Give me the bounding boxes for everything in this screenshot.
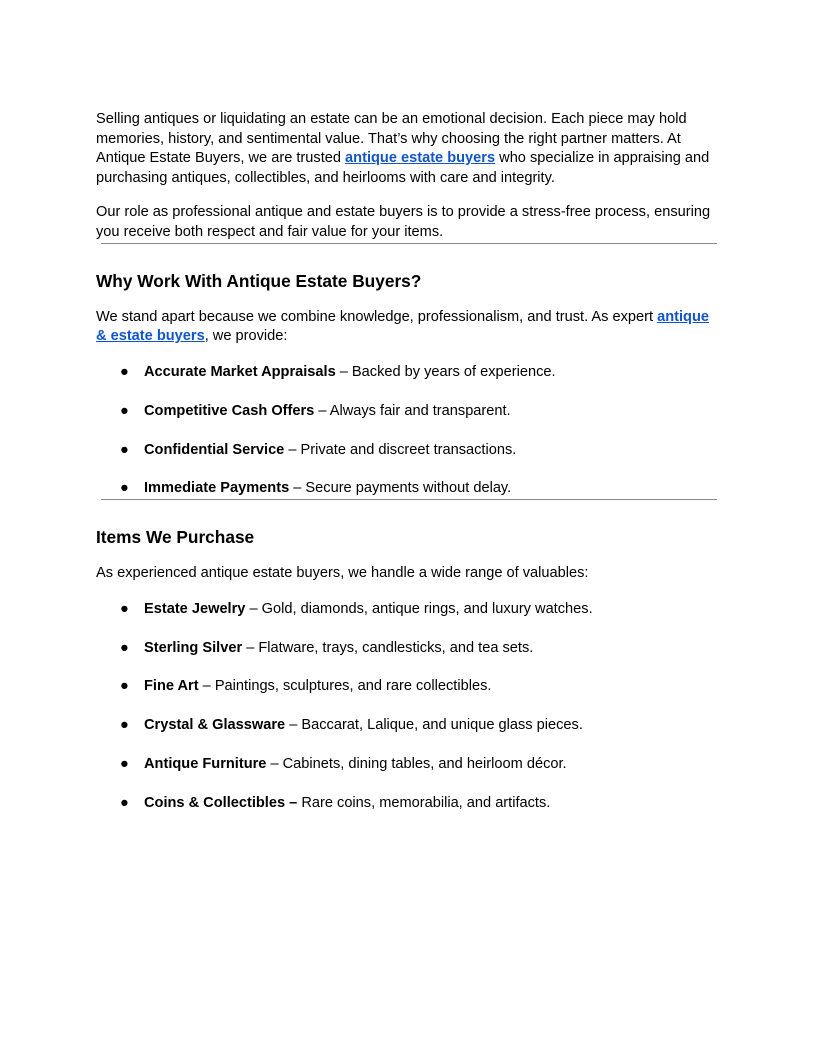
section-divider-1 xyxy=(101,243,717,244)
bullet-icon: ● xyxy=(120,480,129,497)
bullet-icon: ● xyxy=(120,678,129,695)
items-intro-paragraph: As experienced antique estate buyers, we handle a wide range of valuables: xyxy=(96,565,589,582)
why-text-before: We stand apart because we combine knowledge, professionalism, and trust. As expert xyxy=(96,308,658,325)
item-title: Accurate Market Appraisals xyxy=(144,363,336,380)
item-desc: – Secure payments without delay. xyxy=(289,480,512,497)
item-title: Immediate Payments xyxy=(144,480,290,497)
item-desc: – Always fair and transparent. xyxy=(314,402,511,419)
item-title: Sterling Silver xyxy=(144,639,243,656)
item-desc: – Paintings, sculptures, and rare collectibles. xyxy=(198,678,492,695)
why-intro-paragraph xyxy=(96,308,720,347)
list-item xyxy=(96,716,720,736)
list-item xyxy=(96,363,720,383)
section-divider-2 xyxy=(101,499,717,500)
item-title: Crystal & Glassware xyxy=(144,717,286,734)
item-title: Confidential Service xyxy=(144,441,285,458)
list-item xyxy=(96,677,720,697)
item-title: Fine Art xyxy=(144,678,199,695)
list-item xyxy=(96,479,720,499)
antique-estate-buyers-link[interactable]: antique estate buyers xyxy=(345,150,496,167)
bullet-icon: ● xyxy=(120,717,129,734)
intro-text-before: Selling antiques or liquidating an estate can be an emotional decision. Each piece may hold memories, history, and sentimental value. That’s why choosing the right partner matters. At Antique Estate Buyers, we are trusted xyxy=(96,111,687,167)
document-content xyxy=(96,110,720,814)
list-item xyxy=(96,794,720,814)
item-desc: – Flatware, trays, candlesticks, and tea sets. xyxy=(242,639,534,656)
list-item xyxy=(96,402,720,422)
item-desc: – Backed by years of experience. xyxy=(335,363,556,380)
item-title: Coins & Collectibles – xyxy=(144,795,298,812)
items-purchased-list xyxy=(96,600,720,814)
bullet-icon: ● xyxy=(120,441,129,458)
items-heading: Items We Purchase xyxy=(96,527,255,548)
bullet-icon: ● xyxy=(120,756,129,773)
why-text-after: , we provide: xyxy=(204,328,288,345)
item-desc: – Baccarat, Lalique, and unique glass pieces. xyxy=(285,717,583,734)
why-heading: Why Work With Antique Estate Buyers? xyxy=(96,270,422,291)
bullet-icon: ● xyxy=(120,600,129,617)
item-title: Competitive Cash Offers xyxy=(144,402,315,419)
antique-and-estate-buyers-link[interactable]: antique & estate buyers xyxy=(96,308,709,345)
list-item xyxy=(96,755,720,775)
bullet-icon: ● xyxy=(120,363,129,380)
intro-text-after: who specialize in appraising and purchasing antiques, collectibles, and heirlooms with care and integrity. xyxy=(96,150,710,186)
bullet-icon: ● xyxy=(120,402,129,419)
item-title: Antique Furniture xyxy=(144,756,267,773)
bullet-icon: ● xyxy=(120,639,129,656)
item-desc: – Private and discreet transactions. xyxy=(284,441,517,458)
list-item xyxy=(96,639,720,659)
item-desc: Rare coins, memorabilia, and artifacts. xyxy=(297,795,551,812)
item-desc: – Cabinets, dining tables, and heirloom décor. xyxy=(266,756,567,773)
why-benefits-list xyxy=(96,363,720,499)
item-title: Estate Jewelry xyxy=(144,600,246,617)
list-item xyxy=(96,600,720,620)
list-item xyxy=(96,441,720,461)
bullet-icon: ● xyxy=(120,795,129,812)
item-desc: – Gold, diamonds, antique rings, and luxury watches. xyxy=(245,600,593,617)
intro-paragraph-2: Our role as professional antique and estate buyers is to provide a stress-free process, ensuring you receive both respect and fair value for your items. xyxy=(96,204,711,240)
intro-paragraph-1 xyxy=(96,110,720,188)
